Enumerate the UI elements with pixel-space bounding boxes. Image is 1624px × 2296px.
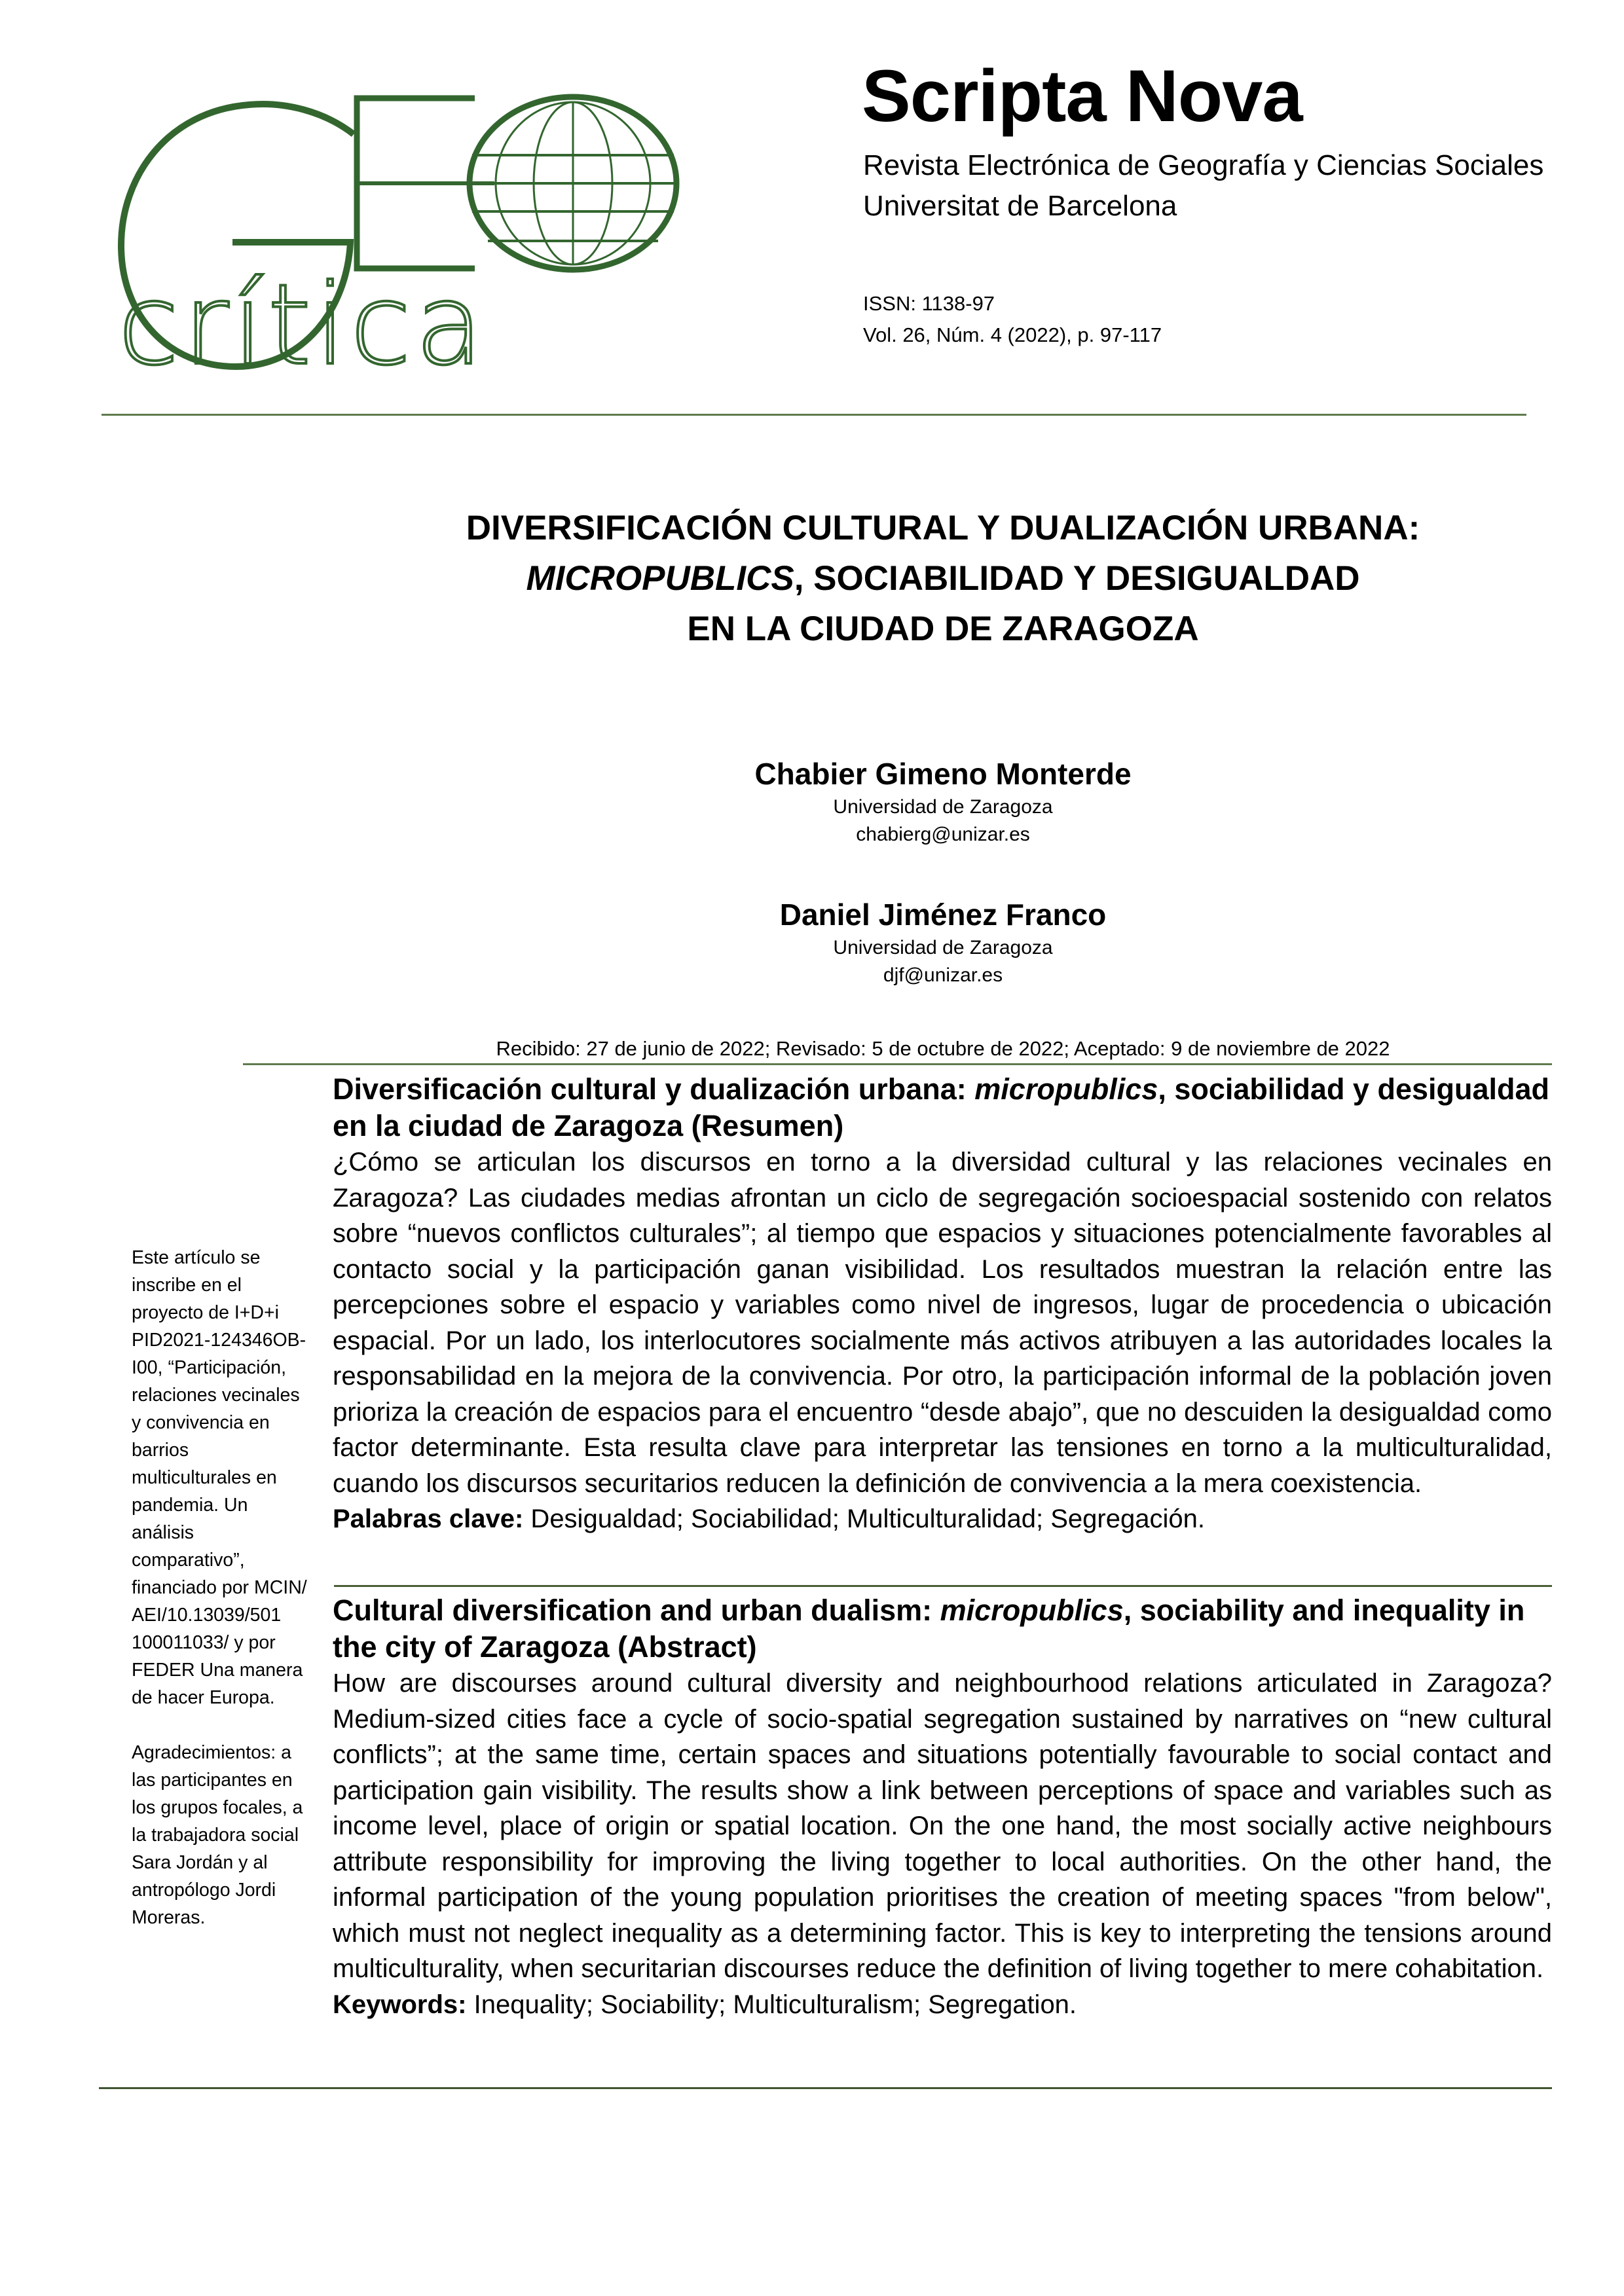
journal-subtitle: [863, 145, 1543, 227]
geocritica-logo: [108, 92, 750, 380]
abstract-heading: Cultural diversification and urban dualism: micropublics, sociability and inequality in the city of Zaragoza (Abstract): [333, 1594, 1525, 1664]
author-email[interactable]: djf@unizar.es: [883, 964, 1003, 986]
author-block: [334, 754, 1552, 848]
keywords-label: Palabras clave:: [333, 1504, 524, 1533]
journal-university: Universitat de Barcelona: [863, 190, 1177, 222]
resumen-divider: [243, 1063, 1552, 1065]
author-block: [334, 895, 1552, 989]
resumen-section: [333, 1071, 1552, 1537]
abstract-divider: [334, 1585, 1552, 1587]
journal-title: Scripta Nova: [862, 55, 1302, 137]
resumen-heading: Diversificación cultural y dualización urbana: micropublics, sociabilidad y desigualdad en la ciudad de Zaragoza (Resumen): [333, 1072, 1550, 1142]
acknowledgements-note: Agradecimientos: a las participantes en los grupos focales, a la trabajadora social Sara Jordán y al antropólogo Jordi Moreras.: [132, 1742, 303, 1928]
abstract-section: [333, 1592, 1552, 2022]
keywords-list: Desigualdad; Sociabilidad; Multiculturalidad; Segregación.: [523, 1504, 1205, 1533]
journal-meta: [863, 288, 1162, 351]
author-email[interactable]: chabierg@unizar.es: [856, 824, 1030, 845]
article-title: [334, 503, 1552, 654]
volume-info: Vol. 26, Núm. 4 (2022), p. 97-117: [863, 323, 1162, 346]
author-name: Chabier Gimeno Monterde: [754, 757, 1132, 791]
funding-note: Este artículo se inscribe en el proyecto de I+D+i PID2021-124346OB-I00, “Participación, relaciones vecinales y convivencia en barrios multiculturales en pandemia. Un análisis comparativo”, financiado por MCIN/ AEI/10.13039/501 100011033/ y por FEDER Una manera de hacer Europa.: [132, 1247, 307, 1708]
author-affiliation: Universidad de Zaragoza: [833, 937, 1053, 958]
article-title-line-3: EN LA CIUDAD DE ZARAGOZA: [687, 610, 1199, 648]
keywords-label: Keywords:: [333, 1990, 467, 2019]
logo-word-critica: crítica: [118, 261, 488, 380]
submission-dates: Recibido: 27 de junio de 2022; Revisado: 5 de octubre de 2022; Aceptado: 9 de noviembre de 2022: [496, 1037, 1390, 1060]
journal-publication-name: Revista Electrónica de Geografía y Ciencias Sociales: [863, 149, 1544, 181]
issn: ISSN: 1138-97: [863, 292, 995, 315]
keywords-list: Inequality; Sociability; Multiculturalism; Segregation.: [466, 1990, 1077, 2019]
article-title-line-2: MICROPUBLICS, SOCIABILIDAD Y DESIGUALDAD: [526, 559, 1360, 598]
author-name: Daniel Jiménez Franco: [779, 898, 1107, 932]
resumen-keywords: [333, 1501, 1552, 1537]
footer-divider: [99, 2087, 1552, 2089]
header-divider: [101, 414, 1526, 416]
abstract-body: How are discourses around cultural diversity and neighbourhood relations articulated in Zaragoza? Medium-sized cities face a cycle of socio-spatial segregation sustained by narratives on “new cultural conflicts”; at the same time, certain spaces and situations potentially favourable to social contact and participation gain visibility. The results show a link between perceptions of space and variables such as income level, place of origin or spatial location. On the one hand, the most socially active neighbours attribute responsibility for improving the living together to local authorities. On the other hand, the informal participation of the young population prioritises the creation of meeting spaces "from below", which must not neglect inequality as a determining factor. This is key to interpreting the tensions around multiculturality, when securitarian discourses reduce the definition of living together to mere cohabitation.: [333, 1669, 1552, 1983]
author-affiliation: Universidad de Zaragoza: [833, 796, 1053, 818]
sidebar-note: [132, 1244, 308, 1931]
abstract-keywords: [333, 1987, 1552, 2023]
article-title-line-1: DIVERSIFICACIÓN CULTURAL Y DUALIZACIÓN URBANA:: [466, 509, 1420, 547]
article-title-italic: MICROPUBLICS: [526, 559, 794, 598]
resumen-body: ¿Cómo se articulan los discursos en torno a la diversidad cultural y las relaciones vecinales en Zaragoza? Las ciudades medias afrontan un ciclo de segregación socioespacial sostenido con relatos sobre “nuevos conflictos culturales”; al tiempo que espacios y situaciones potencialmente favorables al contacto social y la participación ganan visibilidad. Los resultados muestran la relación entre las percepciones sobre el espacio y variables como nivel de ingresos, lugar de procedencia o ubicación espacial. Por un lado, los interlocutores socialmente más activos atribuyen a las autoridades locales la responsabilidad en la mejora de la convivencia. Por otro, la participación informal de la población joven prioriza la creación de espacios para el encuentro “desde abajo”, que no descuiden la desigualdad como factor determinante. Esta resulta clave para interpretar las tensiones en torno a la multiculturalidad, cuando los discursos securitarios reducen la definición de convivencia a la mera coexistencia.: [333, 1148, 1552, 1498]
